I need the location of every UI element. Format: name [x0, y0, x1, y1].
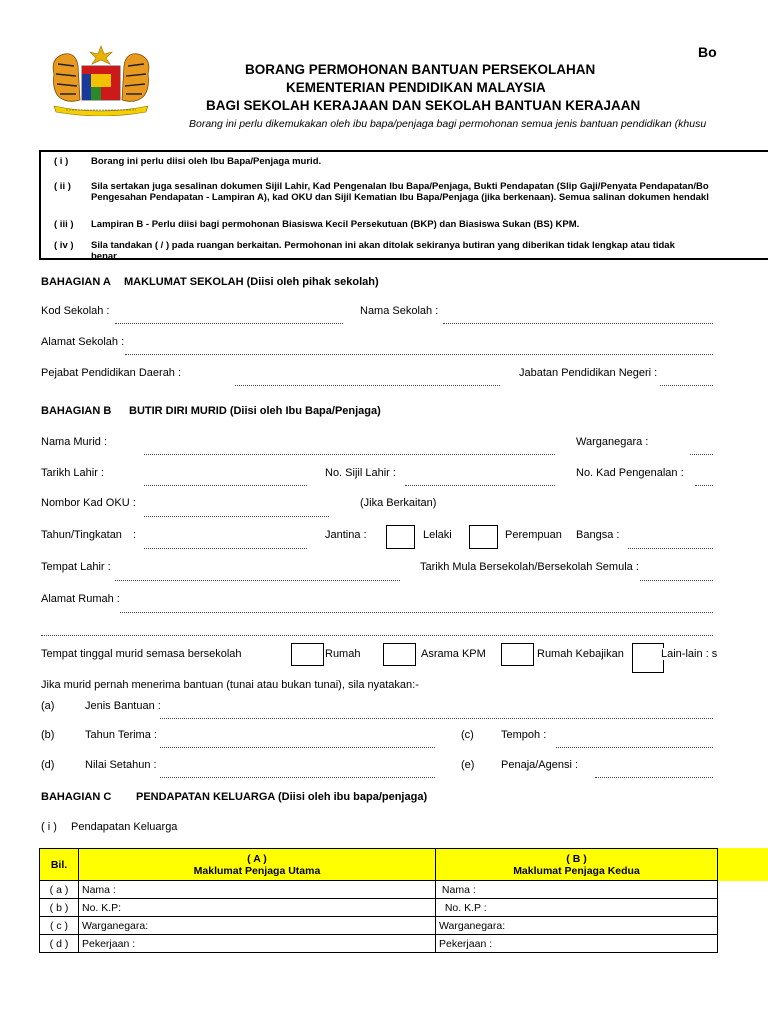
bangsa-field[interactable] [628, 548, 713, 549]
asrama-label: Asrama KPM [421, 648, 486, 660]
jenis-bantuan-label: Jenis Bantuan : [85, 700, 161, 712]
perempuan-checkbox[interactable] [469, 525, 498, 549]
lain-lain-checkbox[interactable] [632, 643, 664, 673]
instruction-number: ( i ) [54, 156, 69, 167]
instruction-number: ( iii ) [54, 219, 74, 230]
alamat-sekolah-label: Alamat Sekolah : [41, 336, 125, 348]
item-marker: (e) [461, 759, 475, 771]
form-title-line2: KEMENTERIAN PENDIDIKAN MALAYSIA [286, 80, 546, 95]
instruction-number: ( ii ) [54, 181, 71, 192]
asrama-checkbox[interactable] [383, 643, 416, 666]
nama-sekolah-label: Nama Sekolah : [360, 305, 439, 317]
tempoh-label: Tempoh : [501, 729, 547, 741]
instruction-text: benar [91, 251, 117, 260]
jika-murid-text: Jika murid pernah menerima bantuan (tunai atau bukan tunai), sila nyatakan:- [41, 679, 419, 691]
guardian-a-code: ( A ) [247, 852, 267, 865]
item-marker: (a) [41, 700, 55, 712]
jika-berkaitan-note: (Jika Berkaitan) [360, 497, 437, 509]
instruction-text: Sila sertakan juga sesalinan dokumen Sijil Lahir, Kad Pengenalan Ibu Bapa/Penjaga, Bukti Pendapatan (Slip Gaji/Penyata Pendapatan/Bo [91, 181, 709, 192]
tempat-lahir-label: Tempat Lahir : [41, 561, 111, 573]
table-row [40, 935, 718, 953]
guardian-b-cell[interactable]: Warganegara: [436, 917, 718, 935]
sijil-lahir-field[interactable] [405, 485, 555, 486]
row-number: ( d ) [40, 935, 79, 953]
tempoh-field[interactable] [556, 747, 713, 748]
tarikh-lahir-label: Tarikh Lahir : [41, 467, 104, 479]
tempat-tinggal-label: Tempat tinggal murid semasa bersekolah [41, 648, 242, 660]
lelaki-checkbox[interactable] [386, 525, 415, 549]
warganegara-field[interactable] [690, 454, 713, 455]
nama-murid-field[interactable] [144, 454, 555, 455]
form-code: Bo [698, 44, 717, 60]
form-title-line3: BAGI SEKOLAH KERAJAAN DAN SEKOLAH BANTUAN KERAJAAN [206, 98, 641, 113]
rumah-kebajikan-label: Rumah Kebajikan [537, 648, 624, 660]
rumah-checkbox[interactable] [291, 643, 324, 666]
rumah-label: Rumah [325, 648, 361, 660]
penaja-field[interactable] [595, 777, 713, 778]
guardian-a-header [79, 849, 436, 881]
subsection-number: ( i ) [41, 821, 57, 833]
table-header-row [40, 849, 718, 881]
table-row [40, 881, 718, 899]
guardian-b-cell[interactable]: Pekerjaan : [436, 935, 718, 953]
guardian-a-cell[interactable]: No. K.P: [79, 899, 436, 917]
lelaki-label: Lelaki [423, 529, 452, 541]
tahun-tingkatan-label: Tahun/Tingkatan [41, 529, 122, 541]
nilai-setahun-field[interactable] [160, 777, 435, 778]
guardian-a-title: Maklumat Penjaga Utama [193, 864, 321, 877]
ppd-field[interactable] [235, 385, 500, 386]
table-header-highlight [712, 848, 768, 881]
form-note: Borang ini perlu dikemukakan oleh ibu bapa/penjaga bagi permohonan semua jenis bantuan pendidikan (khusu [189, 118, 707, 130]
instructions-box [39, 150, 768, 260]
tempat-lahir-field[interactable] [115, 580, 400, 581]
row-number: ( c ) [40, 917, 79, 935]
tahun-terima-field[interactable] [160, 747, 435, 748]
table-row [40, 899, 718, 917]
guardian-a-cell[interactable]: Nama : [79, 881, 436, 899]
bangsa-label: Bangsa : [576, 529, 620, 541]
row-number: ( a ) [40, 881, 79, 899]
section-a-title: MAKLUMAT SEKOLAH (Diisi oleh pihak sekolah) [124, 276, 379, 288]
kad-oku-label: Nombor Kad OKU : [41, 497, 136, 509]
jpn-field[interactable] [660, 385, 713, 386]
lain-lain-label: Lain-lain : s [661, 648, 718, 660]
coat-of-arms-logo [46, 44, 156, 116]
jantina-label: Jantina : [325, 529, 367, 541]
item-marker: (b) [41, 729, 55, 741]
warganegara-label: Warganegara : [576, 436, 649, 448]
tarikh-mula-field[interactable] [640, 580, 713, 581]
section-b-title: BUTIR DIRI MURID (Diisi oleh Ibu Bapa/Penjaga) [129, 405, 381, 417]
section-c-code: BAHAGIAN C [41, 791, 112, 803]
kod-sekolah-field[interactable] [115, 323, 343, 324]
ppd-label: Pejabat Pendidikan Daerah : [41, 367, 182, 379]
guardian-b-title: Maklumat Penjaga Kedua [513, 864, 640, 877]
instruction-text: Sila tandakan ( / ) pada ruangan berkaitan. Permohonan ini akan ditolak sekiranya butiran yang diberikan tidak lengkap atau tidak [91, 240, 675, 251]
guardian-b-cell[interactable]: Nama : [436, 881, 718, 899]
instruction-text: Pengesahan Pendapatan - Lampiran A), kad OKU dan Sijil Kematian Ibu Bapa/Penjaga (jika berkenaan). Semua salinan dokumen hendakl [91, 192, 709, 203]
form-title-line1: BORANG PERMOHONAN BANTUAN PERSEKOLAHAN [245, 62, 596, 77]
kad-pengenalan-label: No. Kad Pengenalan : [576, 467, 684, 479]
alamat-rumah-field-line2[interactable] [41, 635, 713, 636]
sijil-lahir-label: No. Sijil Lahir : [325, 467, 396, 479]
tahun-terima-label: Tahun Terima : [85, 729, 157, 741]
tarikh-lahir-field[interactable] [144, 485, 307, 486]
jenis-bantuan-field[interactable] [160, 718, 713, 719]
tahun-tingkatan-field[interactable] [144, 548, 307, 549]
section-a-code: BAHAGIAN A [41, 276, 111, 288]
kad-pengenalan-field[interactable] [695, 485, 713, 486]
alamat-sekolah-field[interactable] [125, 354, 713, 355]
section-c-title: PENDAPATAN KELUARGA (Diisi oleh ibu bapa/penjaga) [136, 791, 428, 803]
guardian-a-cell[interactable]: Pekerjaan : [79, 935, 436, 953]
nama-sekolah-field[interactable] [443, 323, 713, 324]
row-number: ( b ) [40, 899, 79, 917]
section-b-code: BAHAGIAN B [41, 405, 112, 417]
family-income-table [39, 848, 718, 953]
bil-header: Bil. [40, 849, 79, 881]
alamat-rumah-field[interactable] [120, 612, 713, 613]
kod-sekolah-label: Kod Sekolah : [41, 305, 110, 317]
jpn-label: Jabatan Pendidikan Negeri : [519, 367, 658, 379]
guardian-b-cell[interactable]: No. K.P : [436, 899, 718, 917]
instruction-text: Borang ini perlu diisi oleh Ibu Bapa/Penjaga murid. [91, 156, 322, 167]
subsection-title: Pendapatan Keluarga [71, 821, 178, 833]
perempuan-label: Perempuan [505, 529, 562, 541]
item-marker: (c) [461, 729, 474, 741]
guardian-b-header [436, 849, 718, 881]
instruction-text: Lampiran B - Perlu diisi bagi permohonan Biasiswa Kecil Persekutuan (BKP) dan Biasiswa Sukan (BS) KPM. [91, 219, 580, 230]
alamat-rumah-label: Alamat Rumah : [41, 593, 120, 605]
nilai-setahun-label: Nilai Setahun : [85, 759, 157, 771]
guardian-a-cell[interactable]: Warganegara: [79, 917, 436, 935]
tarikh-mula-label: Tarikh Mula Bersekolah/Bersekolah Semula : [420, 561, 639, 573]
instruction-number: ( iv ) [54, 240, 74, 251]
item-marker: (d) [41, 759, 55, 771]
table-row [40, 917, 718, 935]
tahun-tingkatan-colon: : [133, 529, 137, 541]
penaja-label: Penaja/Agensi : [501, 759, 579, 771]
guardian-b-code: ( B ) [566, 852, 587, 865]
rumah-kebajikan-checkbox[interactable] [501, 643, 534, 666]
kad-oku-field[interactable] [144, 516, 329, 517]
nama-murid-label: Nama Murid : [41, 436, 108, 448]
